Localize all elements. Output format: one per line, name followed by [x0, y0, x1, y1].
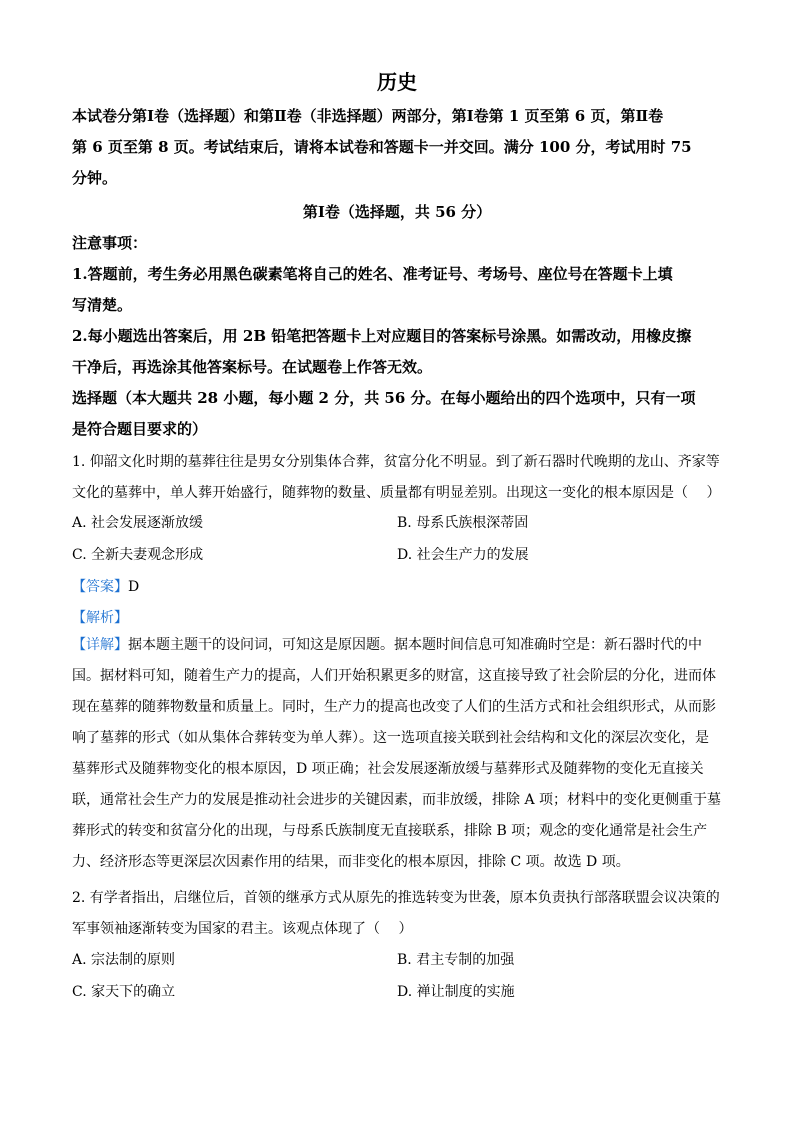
question-1-option-c: C. 全新夫妻观念形成: [72, 547, 204, 563]
part-heading: [72, 197, 722, 228]
notice-block: [72, 228, 722, 445]
notice-line: 1.答题前，考生务必用黑色碳素笔将自己的姓名、准考证号、考场号、座位号在答题卡上填: [72, 265, 673, 283]
detail-line: [72, 630, 722, 661]
notice-line: 干净后，再选涂其他答案标号。在试题卷上作答无效。: [72, 358, 433, 376]
exam-intro: [72, 101, 722, 194]
detail-line: 响了墓葬的形式（如从集体合葬转变为单人葬）。这一选项直接关联到社会结构和文化的深层次变化，是: [72, 730, 709, 746]
question-stem-line: 文化的墓葬中，单人葬开始盛行，随葬物的数量、质量都有明显差别。出现这一变化的根本原因是（ ）: [72, 485, 721, 501]
detail-text: 据本题主题干的设问词，可知这是原因题。据本题时间信息可知准确时空是：新石器时代的中: [128, 637, 702, 653]
analysis-tag-text: 【解析】: [72, 610, 128, 626]
detail-line: 墓葬形式及随葬物变化的根本原因，D 项正确；社会发展逐渐放缓与墓葬形式及随葬物的变化无直接关: [72, 761, 704, 777]
detail-line: 联，通常社会生产力的发展是推动社会进步的关键因素，而非放缓，排除 A 项；材料中的变化更侧重于墓: [72, 792, 722, 808]
question-1-detail: [72, 630, 722, 878]
section-line: 是符合题目要求的）: [72, 420, 208, 438]
notice-line: 2.每小题选出答案后，用 2B 铅笔把答题卡上对应题目的答案标号涂黑。如需改动，用橡皮擦: [72, 327, 692, 345]
question-2-stem: [72, 883, 722, 945]
intro-line: 第 6 页至第 8 页。考试结束后，请将本试卷和答题卡一并交回。满分 100 分，考试用时 75: [72, 138, 692, 156]
detail-line: 国。据材料可知，随着生产力的提高，人们开始积累更多的财富，这直接导致了社会阶层的分化，进而体: [72, 668, 716, 684]
question-stem-line: 2. 有学者指出，启继位后，首领的继承方式从原先的推选转变为世袭，原本负责执行部落联盟会议决策的: [72, 890, 720, 906]
intro-line: 本试卷分第Ⅰ卷（选择题）和第Ⅱ卷（非选择题）两部分，第Ⅰ卷第 1 页至第 6 页，第Ⅱ卷: [72, 107, 664, 125]
part-heading-text: 第Ⅰ卷（选择题，共 56 分）: [302, 203, 492, 221]
answer-tag: 【答案】: [72, 579, 128, 595]
question-1-option-b: B. 母系氏族根深蒂固: [397, 515, 529, 531]
question-2-option-c: C. 家天下的确立: [72, 984, 176, 1000]
section-line: 选择题（本大题共 28 小题，每小题 2 分，共 56 分。在每小题给出的四个选项中，只有一项: [72, 389, 696, 407]
question-stem-line: 1. 仰韶文化时期的墓葬往往是男女分别集体合葬，贫富分化不明显。到了新石器时代晚期的龙山、齐家等: [72, 454, 720, 470]
detail-tag: 【详解】: [72, 637, 128, 653]
question-2-option-b: B. 君主专制的加强: [397, 952, 515, 968]
question-2-option-a: A. 宗法制的原则: [72, 952, 176, 968]
question-1-stem: [72, 447, 722, 509]
question-stem-line: 军事领袖逐渐转变为国家的君主。该观点体现了（ ）: [72, 921, 413, 937]
question-1-option-d: D. 社会生产力的发展: [397, 547, 529, 563]
intro-line: 分钟。: [72, 169, 118, 187]
page-title: 历史: [377, 70, 417, 94]
notice-heading: 注意事项：: [72, 234, 148, 252]
notice-line: 写清楚。: [72, 296, 133, 314]
question-2-option-d: D. 禅让制度的实施: [397, 984, 515, 1000]
answer-value: D: [128, 579, 140, 595]
detail-line: 现在墓葬的随葬物数量和质量上。同时，生产力的提高也改变了人们的生活方式和社会组织形式，从而影: [72, 699, 716, 715]
question-1-answer: [72, 577, 139, 597]
detail-line: 力、经济形态等更深层次因素作用的结果，而非变化的根本原因，排除 C 项。故选 D 项。: [72, 854, 630, 870]
question-1-analysis-tag: [72, 608, 128, 628]
detail-line: 葬形式的转变和贫富分化的出现，与母系氏族制度无直接联系，排除 B 项；观念的变化通常是社会生产: [72, 823, 708, 839]
question-1-option-a: A. 社会发展逐渐放缓: [72, 515, 204, 531]
